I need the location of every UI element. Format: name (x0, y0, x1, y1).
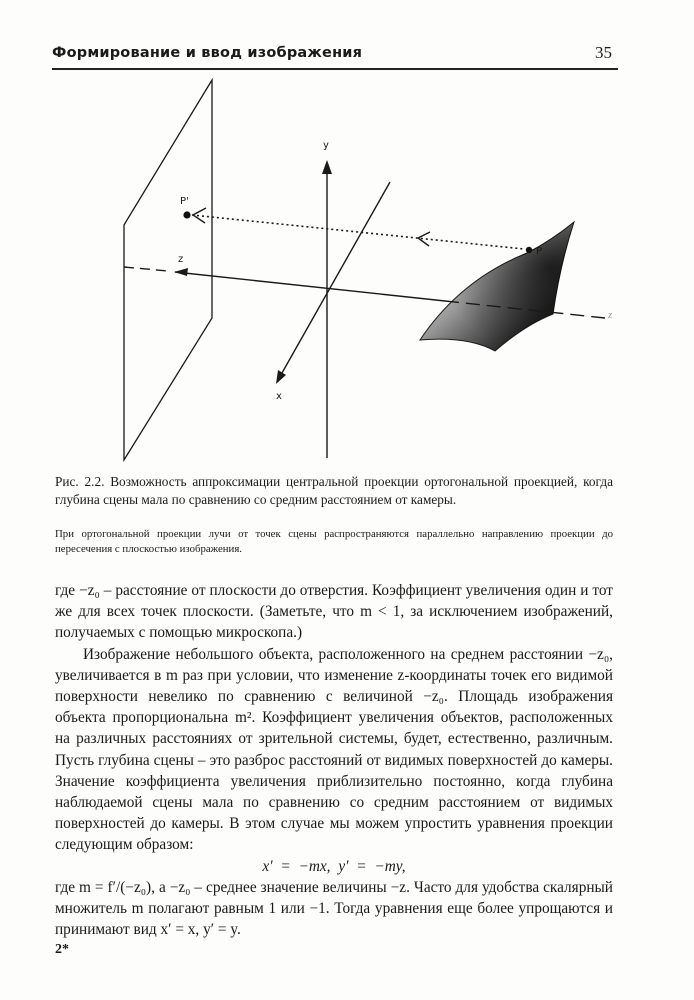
ray-arrowhead-middle (418, 232, 430, 246)
label-p-prime: P' (180, 196, 189, 207)
paragraph: где −z₀ – расстояние от плоскости до отверстия. Коэффициент увеличения один и тот же для всех точек плоскости. (Заметьте, что m < 1, за исключением изображений, получаемых с помощью микроскопа.) (55, 582, 613, 642)
label-y: y (323, 140, 329, 151)
figure-caption-note: При ортогональной проекции лучи от точек сцены распространяются параллельно направлению проекции до пересечения с плоскостью изображения. (55, 528, 613, 555)
y-axis-arrowhead (322, 160, 332, 174)
projection-formula: x′ = −mx, y′ = −my, (262, 857, 406, 875)
image-point-p-prime (183, 211, 190, 218)
svg-text:z: z (608, 309, 613, 321)
label-p: P (536, 246, 543, 257)
paragraph: где m = f′/(−z₀), а −z₀ – среднее значение величины −z. Часто для удобства скалярный множитель m полагают равным 1 или −1. Тогда уравнения еще более упрощаются и принимают вид x′ = x, y′ = y. (55, 878, 613, 939)
label-x: x (276, 391, 282, 402)
z-axis (175, 272, 445, 301)
ray-arrowhead-left (193, 208, 206, 223)
image-plane (124, 80, 212, 460)
running-header (52, 43, 618, 67)
z-axis-arrowhead (174, 268, 188, 276)
signature-mark: 2* (55, 942, 69, 957)
paragraph: Изображение небольшого объекта, расположенного на среднем расстоянии −z₀, увеличивается в m раз при условии, что изменение z-координаты точек его видимой поверхности невелико по сравнению с величиной −z₀. Площадь изображения объекта пропорциональна m². Коэффициент увеличения объектов, расположенных на различных расстояниях от зрительной системы, будет, естественно, различным. Пусть глубина сцены – это разброс расстояний от видимых поверхностей до камеры. Значение коэффициента увеличения приблизительно постоянно, когда глубина наблюдаемой сцены мала по сравнению со средним расстоянием от видимых поверхностей до камеры. В этом случае мы можем упростить уравнения проекции следующим образом: (55, 645, 613, 854)
projection-ray (192, 215, 524, 249)
page-number: 35 (595, 43, 612, 62)
scene-point-p (526, 247, 532, 253)
x-axis-arrowhead (276, 370, 286, 384)
chapter-title: Формирование и ввод изображения (52, 45, 363, 61)
figure-caption: Рис. 2.2. Возможность аппроксимации центральной проекции ортогональной проекцией, когда глубина сцены мала по сравнению со средним расстоянием от камеры. (55, 474, 613, 507)
body-text (55, 580, 613, 940)
figure-orthographic-projection (0, 70, 694, 470)
label-z: z (178, 254, 184, 265)
x-axis (278, 182, 390, 380)
z-axis-dashed-left (124, 267, 168, 271)
